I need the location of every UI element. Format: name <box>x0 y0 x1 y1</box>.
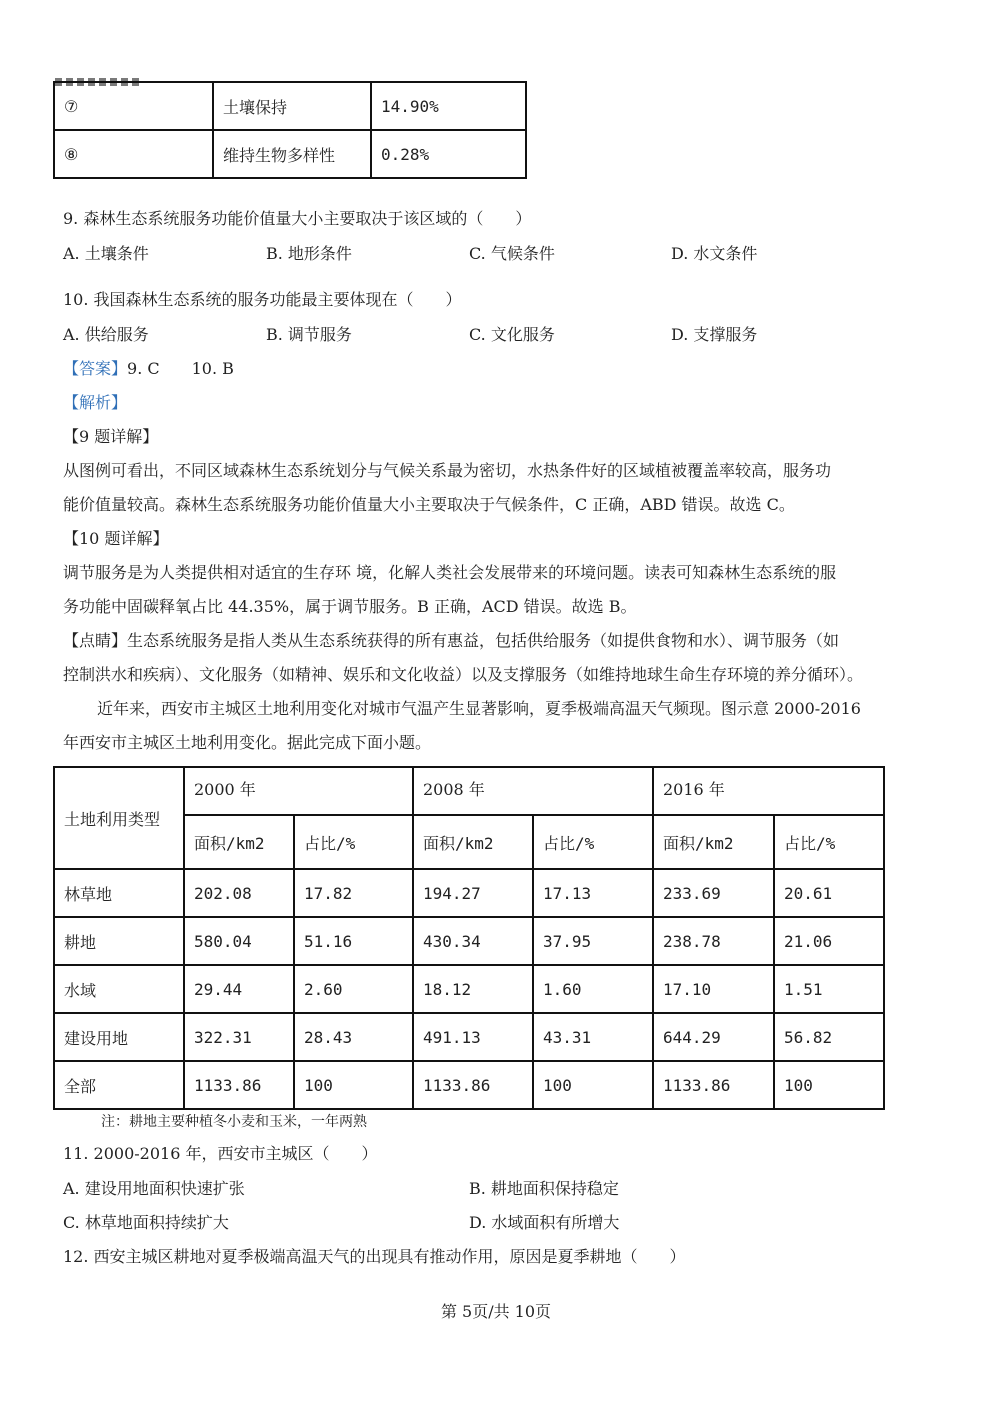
question-10-stem: 10. 我国森林生态系统的服务功能最主要体现在（ ） <box>63 290 462 309</box>
corner-header: 土地利用类型 <box>54 767 184 869</box>
service-function: 土壤保持 <box>213 82 371 130</box>
cell-value: 1133.86 <box>184 1061 294 1109</box>
q10-option-d: D. 支撑服务 <box>671 325 758 344</box>
share-subheader: 占比/% <box>774 815 884 869</box>
cell-value: 1.60 <box>533 965 653 1013</box>
land-type: 耕地 <box>54 917 184 965</box>
cell-value: 1133.86 <box>653 1061 774 1109</box>
pointer-line-1: 【点睛】生态系统服务是指人类从生态系统获得的所有惠益，包括供给服务（如提供食物和水）、调节服务（如 <box>63 631 840 650</box>
cell-value: 100 <box>533 1061 653 1109</box>
detail-10-line-2: 务功能中固碳释氧占比 44.35%，属于调节服务。B 正确，ACD 错误。故选 B。 <box>63 597 637 616</box>
cell-value: 51.16 <box>294 917 413 965</box>
table-row <box>54 82 526 130</box>
analysis-tag: 【解析】 <box>63 393 128 412</box>
land-type: 水域 <box>54 965 184 1013</box>
service-function: 维持生物多样性 <box>213 130 371 178</box>
land-type: 建设用地 <box>54 1013 184 1061</box>
table-row <box>54 917 884 965</box>
share-subheader: 占比/% <box>294 815 413 869</box>
value-percent: 14.90% <box>371 82 526 130</box>
q11-option-b: B. 耕地面积保持稳定 <box>469 1179 619 1198</box>
cell-value: 430.34 <box>413 917 533 965</box>
area-subheader: 面积/km2 <box>413 815 533 869</box>
row-number: ⑦ <box>54 82 213 130</box>
table-row <box>54 130 526 178</box>
q9-option-d: D. 水文条件 <box>671 244 758 263</box>
cell-value: 491.13 <box>413 1013 533 1061</box>
cell-value: 202.08 <box>184 869 294 917</box>
cell-value: 1133.86 <box>413 1061 533 1109</box>
value-percent: 0.28% <box>371 130 526 178</box>
cell-value: 233.69 <box>653 869 774 917</box>
table-note: 注：耕地主要种植冬小麦和玉米，一年两熟 <box>101 1114 367 1130</box>
cell-value: 21.06 <box>774 917 884 965</box>
answer-tag: 【答案】 <box>63 359 128 378</box>
q9-option-b: B. 地形条件 <box>266 244 352 263</box>
q9-option-a: A. 土壤条件 <box>63 244 149 263</box>
detail-10-heading: 【10 题详解】 <box>63 529 169 548</box>
pointer-line-2: 控制洪水和疾病）、文化服务（如精神、娱乐和文化收益）以及支撑服务（如维持地球生命生存环境的养分循环）。 <box>63 665 864 684</box>
answer-line <box>63 358 234 380</box>
year-2000-header: 2000 年 <box>184 767 413 815</box>
land-type: 林草地 <box>54 869 184 917</box>
q10-option-c: C. 文化服务 <box>469 325 555 344</box>
q9-option-c: C. 气候条件 <box>469 244 555 263</box>
land-use-table <box>53 766 885 1110</box>
cell-value: 18.12 <box>413 965 533 1013</box>
table-row <box>54 869 884 917</box>
land-type: 全部 <box>54 1061 184 1109</box>
cell-value: 100 <box>294 1061 413 1109</box>
q11-option-a: A. 建设用地面积快速扩张 <box>63 1179 245 1198</box>
cell-value: 1.51 <box>774 965 884 1013</box>
cell-value: 56.82 <box>774 1013 884 1061</box>
share-subheader: 占比/% <box>533 815 653 869</box>
question-11-stem: 11. 2000-2016 年，西安市主城区（ ） <box>63 1144 378 1163</box>
table-row <box>54 965 884 1013</box>
q10-option-b: B. 调节服务 <box>266 325 352 344</box>
detail-9-line-1: 从图例可看出，不同区域森林生态系统划分与气候关系最为密切，水热条件好的区域植被覆盖率较高，服务功 <box>63 461 832 480</box>
cell-value: 644.29 <box>653 1013 774 1061</box>
q11-option-c: C. 林草地面积持续扩大 <box>63 1213 229 1232</box>
cell-value: 100 <box>774 1061 884 1109</box>
cell-value: 28.43 <box>294 1013 413 1061</box>
ecosystem-service-table <box>53 81 527 179</box>
table-row <box>54 1061 884 1109</box>
cell-value: 322.31 <box>184 1013 294 1061</box>
cell-value: 194.27 <box>413 869 533 917</box>
cell-value: 20.61 <box>774 869 884 917</box>
table-header-row <box>54 767 884 815</box>
cell-value: 17.10 <box>653 965 774 1013</box>
cell-value: 37.95 <box>533 917 653 965</box>
detail-9-heading: 【9 题详解】 <box>63 427 159 446</box>
cell-value: 238.78 <box>653 917 774 965</box>
question-9-stem: 9. 森林生态系统服务功能价值量大小主要取决于该区域的（ ） <box>63 209 532 228</box>
year-2008-header: 2008 年 <box>413 767 653 815</box>
question-12-stem: 12. 西安主城区耕地对夏季极端高温天气的出现具有推动作用，原因是夏季耕地（ ） <box>63 1247 686 1266</box>
cell-value: 580.04 <box>184 917 294 965</box>
page-number: 第 5页/共 10页 <box>440 1302 552 1321</box>
table-row <box>54 1013 884 1061</box>
cell-value: 17.82 <box>294 869 413 917</box>
q10-option-a: A. 供给服务 <box>63 325 149 344</box>
area-subheader: 面积/km2 <box>653 815 774 869</box>
area-subheader: 面积/km2 <box>184 815 294 869</box>
year-2016-header: 2016 年 <box>653 767 884 815</box>
row-number: ⑧ <box>54 130 213 178</box>
cell-value: 2.60 <box>294 965 413 1013</box>
cell-value: 17.13 <box>533 869 653 917</box>
answer-text: 9. C 10. B <box>127 359 234 378</box>
detail-10-line-1: 调节服务是为人类提供相对适宜的生存环 境，化解人类社会发展带来的环境问题。读表可知森林生态系统的服 <box>63 563 837 582</box>
intro-line-2: 年西安市主城区土地利用变化。据此完成下面小题。 <box>63 733 432 752</box>
intro-line-1: 近年来，西安市主城区土地利用变化对城市气温产生显著影响，夏季极端高温天气频现。图示意 2000-2016 <box>97 699 861 718</box>
q11-option-d: D. 水域面积有所增大 <box>469 1213 620 1232</box>
cell-value: 29.44 <box>184 965 294 1013</box>
cell-value: 43.31 <box>533 1013 653 1061</box>
detail-9-line-2: 能价值量较高。森林生态系统服务功能价值量大小主要取决于气候条件，C 正确，ABD 错误。故选 C。 <box>63 495 795 514</box>
